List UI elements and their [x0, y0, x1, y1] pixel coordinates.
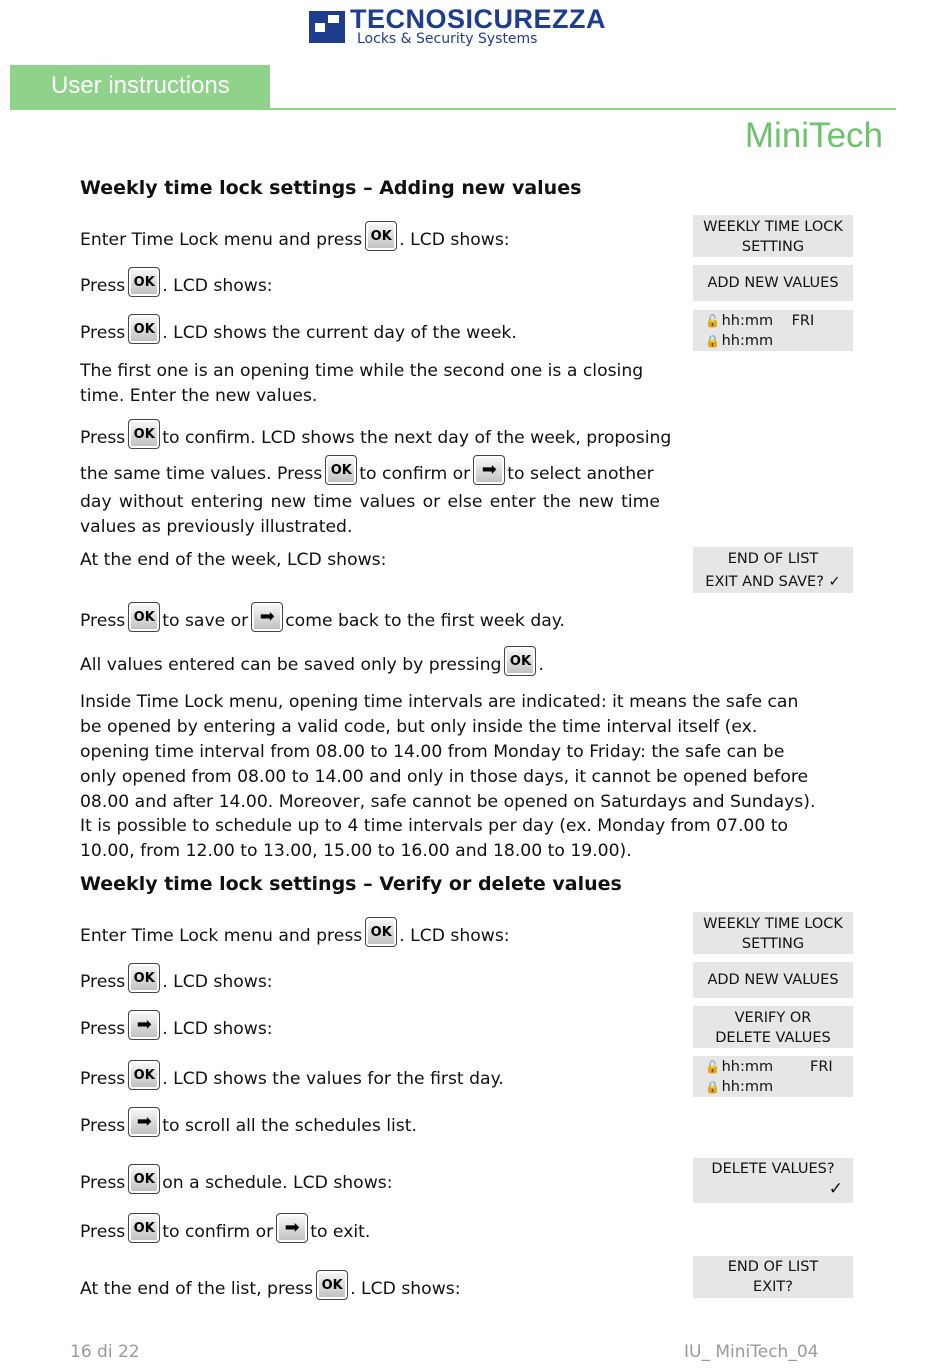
instruction-line: [80, 917, 510, 949]
lcd-weekly-time-lock: WEEKLY TIME LOCK SETTING: [693, 912, 853, 954]
tecnosicurezza-logo-icon: [309, 11, 345, 43]
arrow-key-icon: ➡: [128, 1010, 160, 1040]
text: Press: [80, 611, 126, 631]
user-instructions-tab: User instructions: [10, 65, 270, 110]
instruction-line: [80, 314, 517, 346]
text: . LCD shows:: [399, 926, 510, 946]
lcd-time-values: [693, 310, 853, 351]
text: the same time values. Press: [80, 464, 323, 484]
text: Press: [80, 323, 126, 343]
header-divider: [270, 108, 896, 110]
text: Press: [80, 1222, 126, 1242]
lcd-close-time: hh:mm: [721, 333, 774, 349]
ok-key-icon: OK: [365, 917, 397, 947]
ok-key-icon: OK: [325, 455, 357, 485]
instruction-line: [80, 1213, 370, 1245]
text: to select another: [507, 464, 654, 484]
text: to confirm. LCD shows the next day of the week, proposing: [162, 428, 672, 448]
text: . LCD shows:: [162, 972, 273, 992]
lcd-add-new-values: ADD NEW VALUES: [693, 962, 853, 998]
text: . LCD shows the current day of the week.: [162, 323, 517, 343]
text: to confirm or: [162, 1222, 274, 1242]
lcd-add-new-values: ADD NEW VALUES: [693, 265, 853, 301]
instruction-line: [80, 455, 654, 487]
text: to save or: [162, 611, 249, 631]
lock-icon: 🔒: [705, 334, 720, 348]
lcd-day: FRI: [810, 1059, 833, 1075]
lcd-day: FRI: [791, 313, 815, 329]
arrow-key-icon: ➡: [251, 602, 283, 632]
instruction-line: [80, 1270, 461, 1302]
text: Enter Time Lock menu and press: [80, 926, 363, 946]
unlock-icon: 🔓: [705, 314, 720, 328]
lcd-line: DELETE VALUES?: [711, 1161, 835, 1177]
instruction-line: [80, 1164, 393, 1196]
text: All values entered can be saved only by pressing: [80, 655, 502, 675]
text: . LCD shows the values for the first day.: [162, 1069, 504, 1089]
text: . LCD shows:: [162, 276, 273, 296]
text: Press: [80, 1069, 126, 1089]
text: Press: [80, 1116, 126, 1136]
instruction-line: [80, 267, 273, 299]
text: to confirm or: [359, 464, 471, 484]
arrow-key-icon: ➡: [276, 1213, 308, 1243]
ok-key-icon: OK: [128, 1213, 160, 1243]
ok-key-icon: OK: [128, 267, 160, 297]
text: Press: [80, 276, 126, 296]
brand-name: TECNOSICUREZZA: [350, 4, 606, 34]
ok-key-icon: OK: [128, 314, 160, 344]
text: to exit.: [310, 1222, 371, 1242]
instruction-line: [80, 419, 671, 451]
paragraph: It is possible to schedule up to 4 time intervals per day (ex. Monday from 07.00 to 10.00, from 12.00 to 13.00, 15.00 to 16.00 and 18.00 to 19.00).: [80, 816, 788, 861]
lcd-open-time: hh:mm: [721, 1059, 774, 1075]
brand-tagline: Locks & Security Systems: [357, 31, 538, 47]
product-title: MiniTech: [744, 116, 883, 155]
instruction-line: [80, 1060, 504, 1092]
ok-key-icon: OK: [128, 1060, 160, 1090]
instruction-line: [80, 1107, 417, 1139]
lcd-line: END OF LIST: [727, 1259, 819, 1275]
arrow-key-icon: ➡: [128, 1107, 160, 1137]
lcd-end-of-list-save: [693, 547, 853, 593]
ok-key-icon: OK: [128, 1164, 160, 1194]
unlock-icon: 🔓: [705, 1060, 720, 1074]
text: Press: [80, 1173, 126, 1193]
lcd-time-values: [693, 1056, 853, 1097]
paragraph: day without entering new time values or else enter the new time values as previously illustrated.: [80, 492, 660, 537]
document-code: IU_ MiniTech_04: [684, 1342, 819, 1362]
ok-key-icon: OK: [128, 602, 160, 632]
text: Press: [80, 972, 126, 992]
ok-key-icon: OK: [504, 646, 536, 676]
instruction-line: [80, 646, 544, 678]
lcd-line: EXIT AND SAVE? ✓: [705, 574, 841, 590]
text: . LCD shows:: [350, 1279, 461, 1299]
instruction-line: [80, 602, 565, 634]
text: . LCD shows:: [162, 1019, 273, 1039]
ok-key-icon: OK: [365, 221, 397, 251]
text: on a schedule. LCD shows:: [162, 1173, 393, 1193]
text: to scroll all the schedules list.: [162, 1116, 417, 1136]
text: come back to the first week day.: [285, 611, 565, 631]
lcd-end-of-list-exit: [693, 1256, 853, 1298]
lcd-open-time: hh:mm: [721, 313, 774, 329]
text: At the end of the list, press: [80, 1279, 314, 1299]
instruction-line: [80, 221, 510, 253]
ok-key-icon: OK: [128, 419, 160, 449]
lcd-weekly-time-lock: WEEKLY TIME LOCK SETTING: [693, 215, 853, 257]
text: Press: [80, 428, 126, 448]
check-icon: ✓: [828, 1179, 843, 1199]
ok-key-icon: OK: [316, 1270, 348, 1300]
lcd-delete-values: [693, 1158, 853, 1203]
page-number: 16 di 22: [70, 1342, 140, 1362]
paragraph: The first one is an opening time while the second one is a closing time. Enter the new values.: [80, 361, 644, 406]
lcd-close-time: hh:mm: [721, 1079, 774, 1095]
text: Enter Time Lock menu and press: [80, 230, 363, 250]
section-title-verify: Weekly time lock settings – Verify or delete values: [80, 873, 622, 895]
instruction-line: [80, 1010, 273, 1042]
arrow-key-icon: ➡: [473, 455, 505, 485]
instruction-line: At the end of the week, LCD shows:: [80, 550, 387, 570]
lcd-line: END OF LIST: [727, 551, 819, 567]
ok-key-icon: OK: [128, 963, 160, 993]
lcd-line: EXIT?: [753, 1279, 793, 1295]
instruction-line: [80, 963, 273, 995]
lcd-verify-delete: VERIFY OR DELETE VALUES: [693, 1006, 853, 1048]
text: Press: [80, 1019, 126, 1039]
text: .: [538, 655, 544, 675]
paragraph: Inside Time Lock menu, opening time intervals are indicated: it means the safe can be opened by entering a valid code, but only inside the time interval itself (ex. opening time interval from 08.00 to 14.00 from Monday to Friday: the safe can be only opened from 08.00 to 14.00 and only in those days, it cannot be opened before 08.00 and after 14.00. Moreover, safe cannot be opened on Saturdays and Sundays).: [80, 692, 816, 812]
section-title-adding: Weekly time lock settings – Adding new values: [80, 177, 582, 199]
text: . LCD shows:: [399, 230, 510, 250]
lock-icon: 🔒: [705, 1080, 720, 1094]
